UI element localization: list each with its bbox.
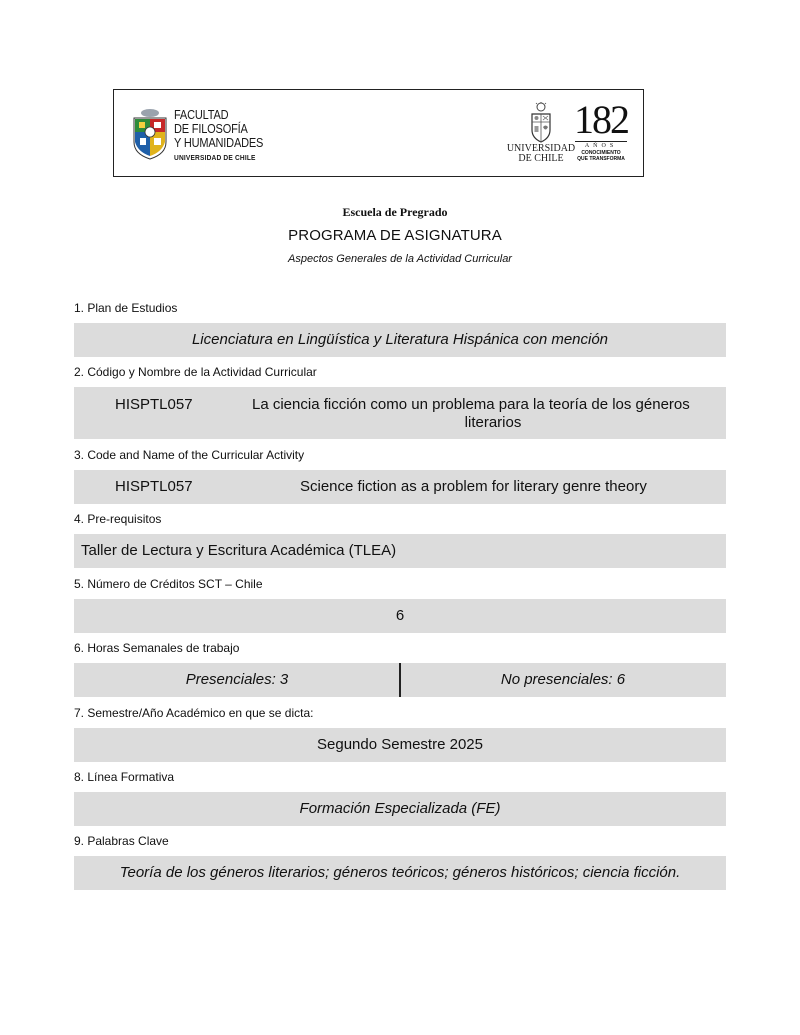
plan-de-estudios-value: Licenciatura en Lingüística y Literatura Hispánica con mención <box>74 323 726 357</box>
activity-code-name-en-box <box>74 470 726 504</box>
section-9-label: 9. Palabras Clave <box>74 834 169 848</box>
faculty-shield-icon <box>132 108 168 160</box>
school-name: Escuela de Pregrado <box>342 205 448 219</box>
formative-line-value: Formación Especializada (FE) <box>74 792 726 826</box>
uch-name-line-1: UNIVERSIDAD <box>506 143 576 154</box>
section-1-label: 1. Plan de Estudios <box>74 301 178 315</box>
weekly-hours-box <box>74 663 726 697</box>
prerequisites-value: Taller de Lectura y Escritura Académica (TLEA) <box>74 534 726 568</box>
section-5-label: 5. Número de Créditos SCT – Chile <box>74 577 263 591</box>
section-8-label: 8. Línea Formativa <box>74 770 175 784</box>
credits-value: 6 <box>74 599 726 633</box>
section-6-label: 6. Horas Semanales de trabajo <box>74 641 240 655</box>
activity-name-en: Science fiction as a problem for literary genre theory <box>300 478 647 495</box>
activity-code: HISPTL057 <box>115 396 193 413</box>
page-title: PROGRAMA DE ASIGNATURA <box>288 227 502 244</box>
activity-name-line-1: La ciencia ficción como un problema para la teoría de los géneros <box>252 396 690 413</box>
activity-code-name-box <box>74 387 726 439</box>
semester-value: Segundo Semestre 2025 <box>74 728 726 762</box>
uch-name-line-2: DE CHILE <box>518 153 564 164</box>
faculty-line-3: Y HUMANIDADES <box>174 136 264 150</box>
universidad-de-chile-logo <box>506 102 576 168</box>
section-3-label: 3. Code and Name of the Curricular Activity <box>74 448 305 462</box>
keywords-value: Teoría de los géneros literarios; géneros teóricos; géneros históricos; ciencia ficción. <box>74 856 726 890</box>
anniversary-number: 182 <box>574 97 628 142</box>
no-presencial-hours: No presenciales: 6 <box>500 671 626 688</box>
faculty-line-1: FACULTAD <box>174 108 229 122</box>
faculty-university: UNIVERSIDAD DE CHILE <box>174 153 256 162</box>
section-2-label: 2. Código y Nombre de la Actividad Curricular <box>74 365 317 379</box>
faculty-logo <box>132 102 282 166</box>
header-banner <box>113 89 644 177</box>
faculty-line-2: DE FILOSOFÍA <box>174 122 248 136</box>
anniversary-tag-2: QUE TRANSFORMA <box>577 156 625 162</box>
anniversary-years: AÑOS <box>584 143 618 149</box>
section-4-label: 4. Pre-requisitos <box>74 512 162 526</box>
activity-code-en: HISPTL057 <box>115 478 193 495</box>
section-7-label: 7. Semestre/Año Académico en que se dicta: <box>74 706 314 720</box>
anniversary-tag-1: CONOCIMIENTO <box>581 150 621 156</box>
anniversary-badge <box>571 97 631 168</box>
presencial-hours: Presenciales: 3 <box>185 671 289 688</box>
page-subtitle: Aspectos Generales de la Actividad Curricular <box>288 253 512 265</box>
university-shield-icon <box>529 102 553 144</box>
activity-name-line-2: literarios <box>464 414 522 431</box>
